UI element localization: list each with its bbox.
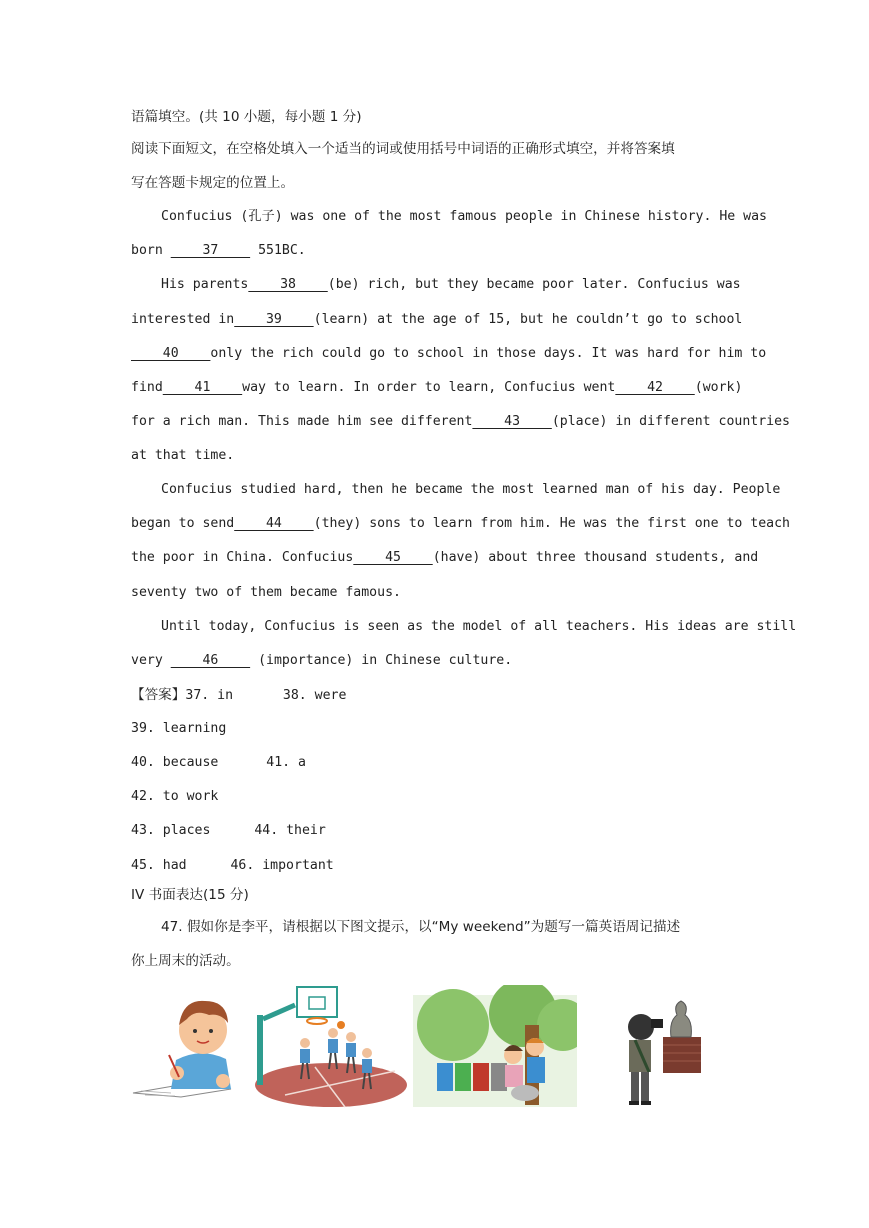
blank-42: 42 xyxy=(615,380,695,395)
text: (place) in different countries xyxy=(551,414,790,429)
instruction-line-1: 阅读下面短文，在空格处填入一个适当的词或使用括号中词语的正确形式填空，并将答案填 xyxy=(131,141,675,157)
answer-line-1 xyxy=(131,686,737,705)
text: (have) about three thousand students, and xyxy=(432,550,759,565)
passage-p1-line-1: Confucius (孔子) was one of the most famous people in Chinese history. He was xyxy=(161,209,767,224)
answer-line-6 xyxy=(131,857,737,875)
boy-writing-illustration xyxy=(131,985,236,1110)
passage-p4-line-2 xyxy=(131,652,737,670)
passage-p2-line-1 xyxy=(131,276,741,294)
blank-41: 41 xyxy=(162,380,243,395)
question-47-line-2: 你上周末的活动。 xyxy=(131,953,240,969)
text: 551BC. xyxy=(258,243,306,258)
answer-44: 44. their xyxy=(254,823,326,838)
passage-p3-line-4: seventy two of them became famous. xyxy=(131,585,401,600)
blank-44: 44 xyxy=(234,516,314,531)
basketball-illustration xyxy=(255,985,407,1110)
answer-39: 39. learning xyxy=(131,721,227,736)
passage-p3-line-2 xyxy=(131,515,790,533)
passage-p1-line-2 xyxy=(131,242,737,260)
text: His parents xyxy=(161,277,249,292)
passage-p4-line-1: Until today, Confucius is seen as the model of all teachers. His ideas are still xyxy=(161,619,797,634)
answer-41: 41. a xyxy=(266,755,306,770)
answer-42: 42. to work xyxy=(131,789,219,804)
answer-40: 40. because xyxy=(131,755,219,770)
blank-39: 39 xyxy=(234,312,314,327)
text: find xyxy=(131,380,163,395)
answer-37: 37. in xyxy=(185,688,234,703)
instruction-line-2: 写在答题卡规定的位置上。 xyxy=(131,175,295,191)
text: way to learn. In order to learn, Confucius went xyxy=(242,380,616,395)
writing-section-title: IV 书面表达(15 分) xyxy=(131,887,249,903)
question-47-line-1: 47. 假如你是李平，请根据以下图文提示，以“My weekend”为题写一篇英语周记描述 xyxy=(161,919,681,935)
text: only the rich could go to school in those days. It was hard for him to xyxy=(210,346,767,361)
answer-46: 46. important xyxy=(230,858,334,873)
passage-p2-line-5 xyxy=(131,413,790,431)
text: (they) sons to learn from him. He was the first one to teach xyxy=(313,516,790,531)
museum-photography-illustration xyxy=(621,985,705,1110)
passage-p3-line-1: Confucius studied hard, then he became the most learned man of his day. People xyxy=(161,482,781,497)
passage-p2-line-6: at that time. xyxy=(131,448,235,463)
blank-40: 40 xyxy=(131,346,211,361)
answer-45: 45. had xyxy=(131,858,187,873)
garbage-sorting-illustration xyxy=(413,985,577,1110)
text: very xyxy=(131,653,163,668)
answer-38: 38. were xyxy=(282,688,347,703)
passage-p2-line-3 xyxy=(131,345,767,363)
answer-line-5 xyxy=(131,822,737,840)
section-title: 语篇填空。(共 10 小题，每小题 1 分) xyxy=(131,109,362,125)
text: the poor in China. Confucius xyxy=(131,550,354,565)
answer-label: 【答案】 xyxy=(131,687,186,703)
blank-45: 45 xyxy=(353,550,433,565)
blank-43: 43 xyxy=(472,414,552,429)
answer-line-3 xyxy=(131,754,737,772)
text: began to send xyxy=(131,516,235,531)
answer-43: 43. places xyxy=(131,823,211,838)
text: born xyxy=(131,243,163,258)
blank-38: 38 xyxy=(248,277,328,292)
passage-p3-line-3 xyxy=(131,549,759,567)
text: (be) rich, but they became poor later. Confucius was xyxy=(327,277,741,292)
text: for a rich man. This made him see different xyxy=(131,414,473,429)
text: (learn) at the age of 15, but he couldn’t go to school xyxy=(313,312,743,327)
text: (importance) in Chinese culture. xyxy=(258,653,513,668)
illustration-strip xyxy=(131,985,737,1110)
blank-37: 37 xyxy=(170,243,251,258)
text: (work) xyxy=(694,380,743,395)
passage-p2-line-4 xyxy=(131,379,743,397)
passage-p2-line-2 xyxy=(131,311,743,329)
text: interested in xyxy=(131,312,235,327)
blank-46: 46 xyxy=(170,653,251,668)
